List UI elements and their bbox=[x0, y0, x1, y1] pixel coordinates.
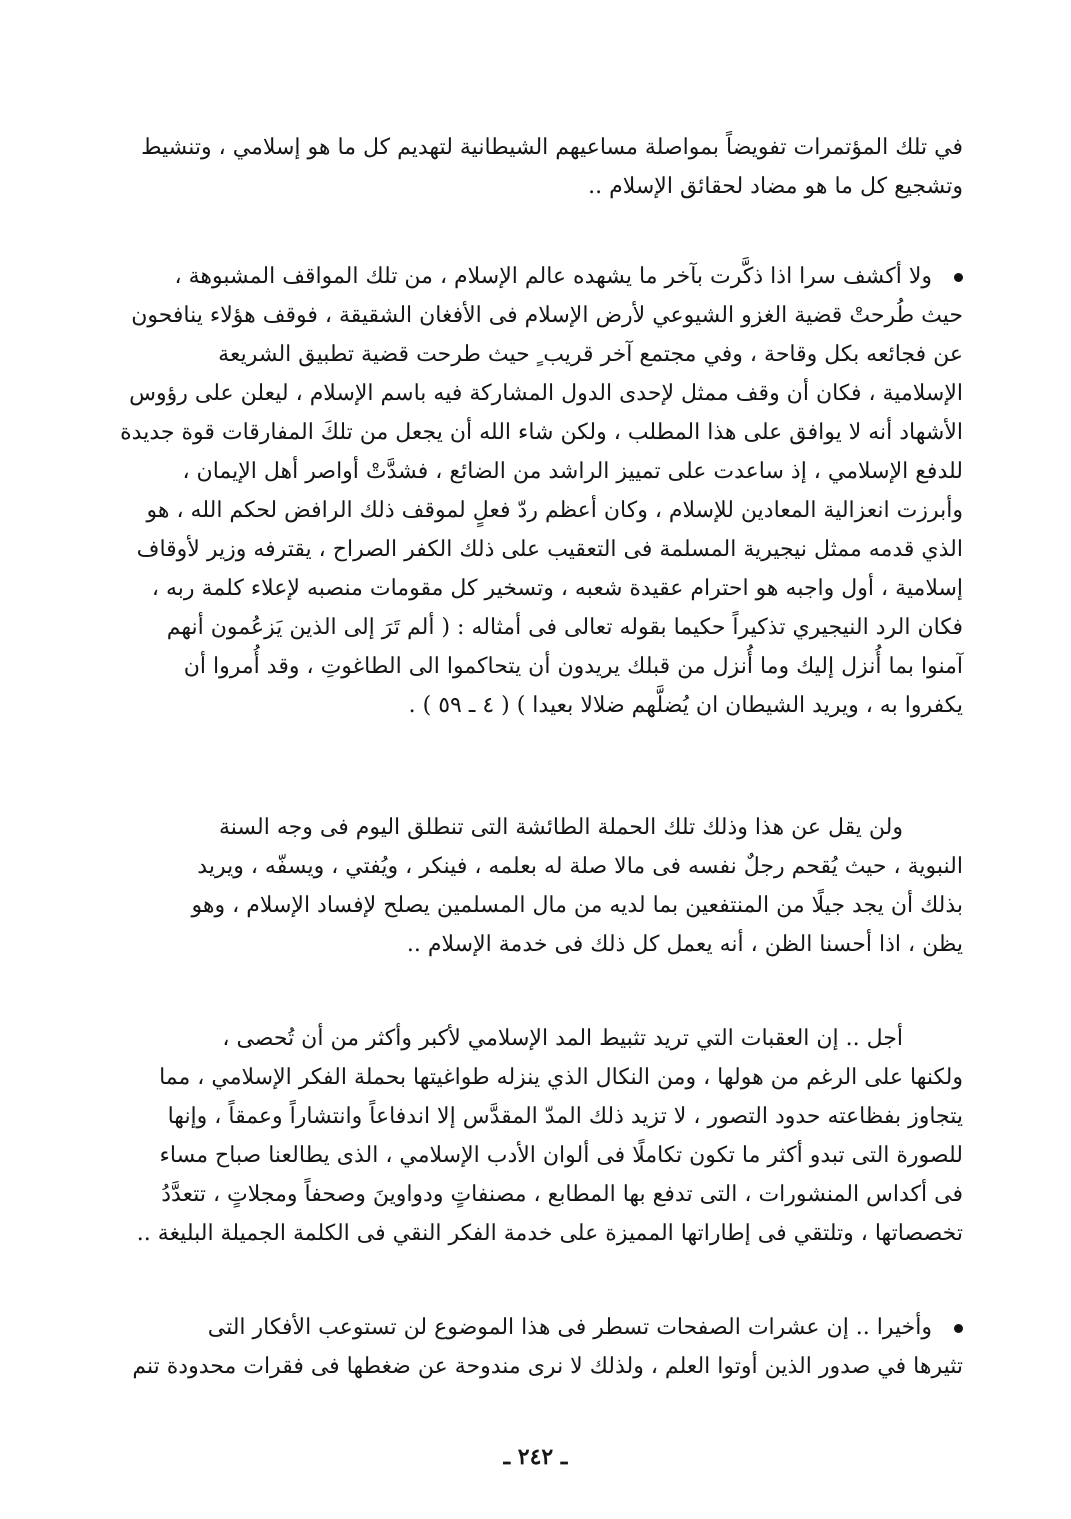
text-line: ولن يقل عن هذا وذلك تلك الحملة الطائشة التى تنطلق اليوم فى وجه السنة bbox=[219, 815, 903, 840]
paragraph-3 bbox=[105, 808, 963, 964]
text-line: فكان الرد النيجيري تذكيراً حكيما بقوله تعالى فى أمثاله : ( ألم تَرَ إلى الذين يَزعُمون أنهم bbox=[166, 615, 963, 640]
text-line: ولا أكشف سرا اذا ذكَّرت بآخر ما يشهده عالم الإسلام ، من تلك المواقف المشبوهة ، bbox=[174, 264, 932, 289]
text-line: في تلك المؤتمرات تفويضاً بمواصلة مساعيهم الشيطانية لتهديم كل ما هو إسلامي ، وتنشيط bbox=[141, 135, 963, 160]
text-line: حيث طُرحتْ قضية الغزو الشيوعي لأرض الإسلام فى الأفغان الشقيقة ، فوقف هؤلاء ينافحون bbox=[131, 303, 963, 328]
bullet-icon bbox=[954, 273, 963, 282]
paragraph-2 bbox=[105, 257, 963, 725]
text-line: الذي قدمه ممثل نيجيرية المسلمة فى التعقيب على ذلك الكفر الصراح ، يقترفه وزير لأوقاف bbox=[136, 537, 963, 562]
text-line: بذلك أن يجد جيلًا من المنتفعين بما لديه من مال المسلمين يصلح لإفساد الإسلام ، وهو bbox=[191, 893, 963, 918]
text-line: للدفع الإسلامي ، إذ ساعدت على تمييز الراشد من الضائع ، فشدَّتْ أواصر أهل الإيمان ، bbox=[182, 459, 963, 484]
paragraph-4 bbox=[105, 1019, 963, 1253]
text-line: تثيرها في صدور الذين أوتوا العلم ، ولذلك لا نرى مندوحة عن ضغطها فى فقرات محدودة تنم bbox=[132, 1354, 963, 1379]
text-line-first bbox=[105, 1308, 963, 1347]
page-number: ـ ٢٤٢ ـ bbox=[503, 1444, 568, 1470]
text-line: وتشجيع كل ما هو مضاد لحقائق الإسلام .. bbox=[588, 174, 963, 199]
text-line: يتجاوز بفظاعته حدود التصور ، لا تزيد ذلك المدّ المقدَّس إلا اندفاعاً وانتشاراً وعمقاً ، وإنها bbox=[167, 1104, 963, 1129]
text-line: الأشهاد أنه لا يوافق على هذا المطلب ، ولكن شاء الله أن يجعل من تلكَ المفارقات قوة جديدة bbox=[120, 420, 963, 445]
text-line: يظن ، اذا أحسنا الظن ، أنه يعمل كل ذلك فى خدمة الإسلام .. bbox=[406, 932, 963, 957]
text-line: إسلامية ، أول واجبه هو احترام عقيدة شعبه ، وتسخير كل مقومات منصبه لإعلاء كلمة ربه ، bbox=[151, 576, 963, 601]
text-line: وأخيرا .. إن عشرات الصفحات تسطر فى هذا الموضوع لن تستوعب الأفكار التى bbox=[207, 1315, 932, 1340]
text-line: آمنوا بما أُنزل إليك وما أُنزل من قبلك يريدون أن يتحاكموا الى الطاغوتِ ، وقد أُمروا أن bbox=[183, 654, 963, 679]
text-line: ولكنها على الرغم من هولها ، ومن النكال الذي ينزله طواغيتها بحملة الفكر الإسلامي ، مما bbox=[159, 1065, 963, 1090]
text-line: وأبرزت انعزالية المعادين للإسلام ، وكان أعظم ردّ فعلٍ لموقف ذلك الرافض لحكم الله ، هو bbox=[146, 498, 963, 523]
paragraph-5 bbox=[105, 1308, 963, 1386]
text-line: فى أكداس المنشورات ، التى تدفع بها المطابع ، مصنفاتٍ ودواوينَ وصحفاً ومجلاتٍ ، تتعدَّدُ bbox=[161, 1182, 963, 1207]
text-line: أجل .. إن العقبات التي تريد تثبيط المد الإسلامي لأكبر وأكثر من أن تُحصى ، bbox=[222, 1026, 903, 1051]
text-line: تخصصاتها ، وتلتقي فى إطاراتها المميزة على خدمة الفكر النقي فى الكلمة الجميلة البليغة .. bbox=[136, 1221, 963, 1246]
text-line: عن فجائعه بكل وقاحة ، وفي مجتمع آخر قريب ٍ حيث طرحت قضية تطبيق الشريعة bbox=[218, 342, 963, 367]
bullet-icon bbox=[954, 1324, 963, 1333]
text-line-first bbox=[105, 257, 963, 296]
text-line: الإسلامية ، فكان أن وقف ممثل لإحدى الدول المشاركة فيه باسم الإسلام ، ليعلن على رؤوس bbox=[129, 381, 963, 406]
text-line: يكفروا به ، ويريد الشيطان ان يُضلَّهم ضلالا بعيدا ) ( ٤ ـ ٥٩ ) . bbox=[408, 693, 963, 718]
text-line: للصورة التى تبدو أكثر ما تكون تكاملًا فى ألوان الأدب الإسلامي ، الذى يطالعنا صباح مساء bbox=[159, 1143, 963, 1168]
paragraph-1 bbox=[105, 128, 963, 206]
text-line: النبوية ، حيث يُقحم رجلٌ نفسه فى مالا صلة له بعلمه ، فينكر ، ويُفتي ، ويسفّه ، ويريد bbox=[197, 854, 963, 879]
